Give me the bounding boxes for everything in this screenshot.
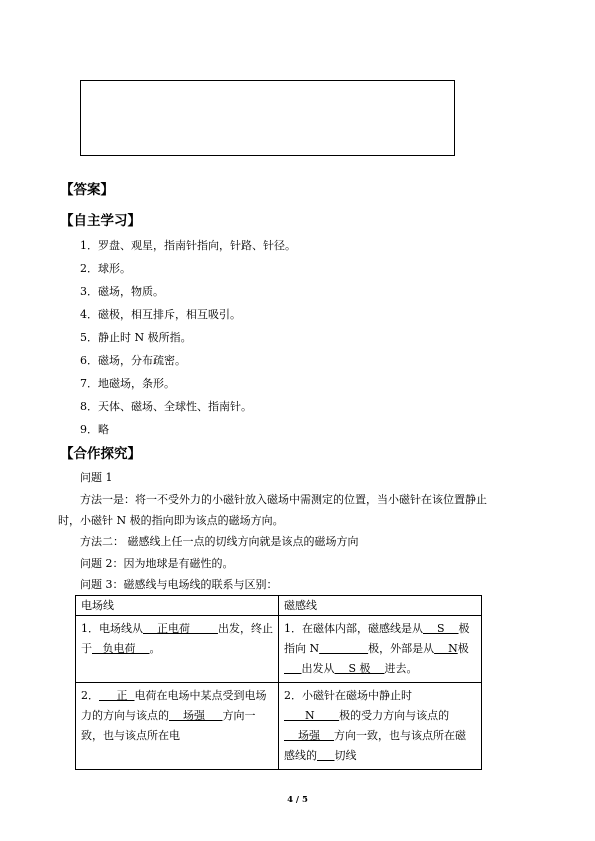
table-cell: 2．小磁针在磁场中静止时 N 极的受力方向与该点的 场强 方向一致，也与该点所在磁感线的 切线 (279, 683, 482, 770)
answer-heading: 【答案】 (60, 182, 114, 198)
header-magnetic-field-lines: 磁感线 (279, 596, 482, 616)
table-row (76, 683, 482, 770)
table-cell: 1．在磁体内部，磁感线是从 S 极指向 N 极，外部是从 N极 出发从 S 极 进去。 (279, 616, 482, 683)
comparison-table (75, 595, 482, 770)
table-row (76, 616, 482, 683)
method-1-line-1: 方法一是：将一不受外力的小磁针放入磁场中需测定的位置，当小磁针在该位置静止 (80, 493, 487, 506)
table-cell: 1．电场线从 正电荷 出发，终止于 负电荷 。 (76, 616, 279, 683)
list-item: 2．球形。 (80, 262, 131, 275)
table-header-row (76, 596, 482, 616)
list-item: 9．略 (80, 423, 109, 436)
question-1-label: 问题 1 (80, 471, 113, 484)
self-study-heading: 【自主学习】 (60, 213, 141, 229)
page-number: 4 / 5 (287, 795, 308, 805)
question-3: 问题 3：磁感线与电场线的联系与区别： (80, 578, 278, 591)
list-item: 1．罗盘、观星，指南针指向，针路、针径。 (80, 239, 296, 252)
coop-heading: 【合作探究】 (60, 446, 141, 462)
header-electric-field-lines: 电场线 (76, 596, 279, 616)
table-cell: 2． 正 电荷在电场中某点受到电场力的方向与该点的 场强 方向一致，也与该点所在电 (76, 683, 279, 770)
question-2: 问题 2：因为地球是有磁性的。 (80, 557, 234, 570)
list-item: 3．磁场，物质。 (80, 285, 164, 298)
list-item: 6．磁场，分布疏密。 (80, 354, 186, 367)
method-1-line-2: 时，小磁针 N 极的指向即为该点的磁场方向。 (58, 514, 284, 527)
list-item: 5．静止时 N 极所指。 (80, 331, 192, 344)
empty-answer-box (80, 80, 455, 156)
list-item: 8．天体、磁场、全球性、指南针。 (80, 400, 252, 413)
list-item: 4．磁极，相互排斥，相互吸引。 (80, 308, 241, 321)
list-item: 7．地磁场，条形。 (80, 377, 175, 390)
method-2: 方法二： 磁感线上任一点的切线方向就是该点的磁场方向 (80, 535, 359, 548)
